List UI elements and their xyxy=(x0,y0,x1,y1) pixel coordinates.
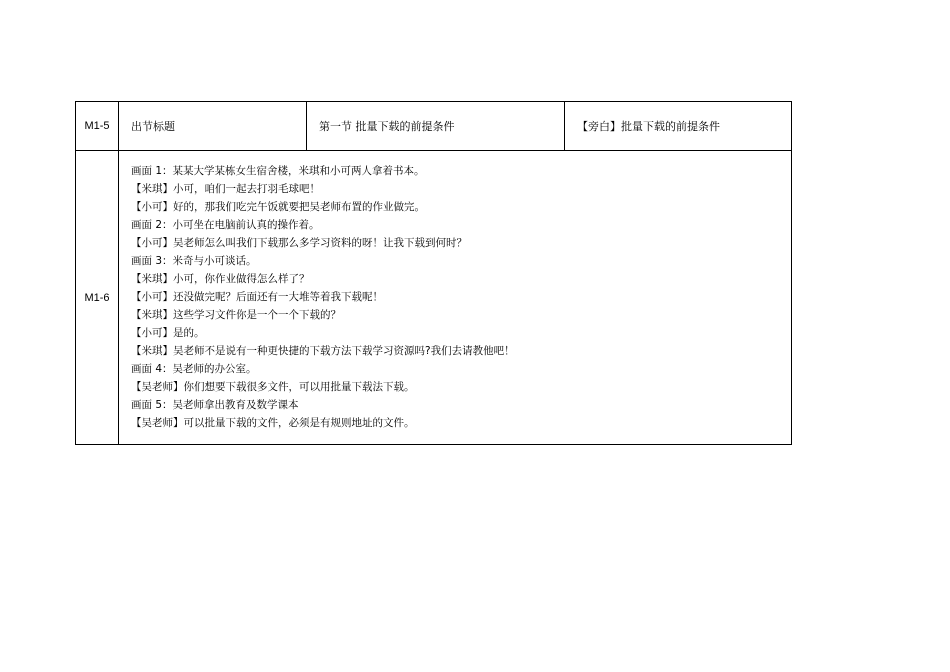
script-line: 【米琪】这些学习文件你是一个一个下载的？ xyxy=(131,309,341,321)
narration-cell: 【旁白】批量下载的前提条件 xyxy=(565,102,792,151)
script-line: 【米琪】小可，咱们一起去打羽毛球吧！ xyxy=(131,183,320,195)
script-line: 【米琪】吴老师不是说有一种更快捷的下载方法下载学习资源吗?我们去请教他吧！ xyxy=(131,345,515,357)
script-line: 【吴老师】可以批量下载的文件，必须是有规则地址的文件。 xyxy=(131,417,415,429)
script-line: 画面 1：某某大学某栋女生宿舍楼，米琪和小可两人拿着书本。 xyxy=(131,165,425,177)
script-line: 【小可】吴老师怎么叫我们下载那么多学习资料的呀！让我下载到何时？ xyxy=(131,237,467,249)
script-line: 【小可】是的。 xyxy=(131,327,205,339)
script-line: 【小可】还没做完呢？后面还有一大堆等着我下载呢！ xyxy=(131,291,383,303)
script-line: 【米琪】小可，你作业做得怎么样了？ xyxy=(131,273,310,285)
script-line: 【吴老师】你们想要下载很多文件，可以用批量下载法下载。 xyxy=(131,381,415,393)
script-line: 画面 5：吴老师拿出教育及数学课本 xyxy=(131,399,299,411)
row-type-cell: 出节标题 xyxy=(119,102,307,151)
storyboard-table xyxy=(75,101,792,445)
section-title-cell: 第一节 批量下载的前提条件 xyxy=(307,102,565,151)
table-row xyxy=(76,102,792,151)
script-line: 画面 3：米奇与小可谈话。 xyxy=(131,255,257,267)
table-row xyxy=(76,151,792,445)
script-line: 画面 4：吴老师的办公室。 xyxy=(131,363,257,375)
row-id-cell: M1-6 xyxy=(76,151,119,445)
script-line: 画面 2：小可坐在电脑前认真的操作着。 xyxy=(131,219,320,231)
row-id-cell: M1-5 xyxy=(76,102,119,151)
script-content-cell xyxy=(119,151,792,445)
script-line: 【小可】好的，那我们吃完午饭就要把吴老师布置的作业做完。 xyxy=(131,201,425,213)
